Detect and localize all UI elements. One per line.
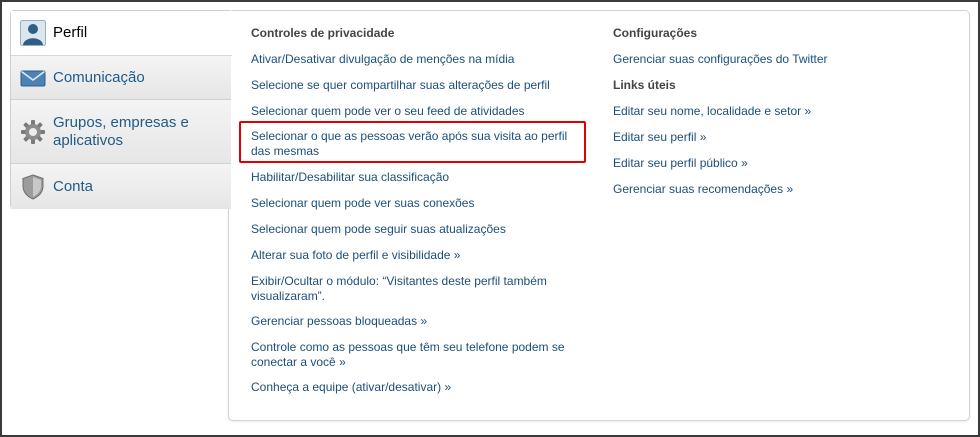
- useful-links-heading: Links úteis: [613, 78, 676, 92]
- privacy-link[interactable]: Conheça a equipe (ativar/desativar) »: [251, 380, 452, 394]
- tab-comunicacao[interactable]: [11, 56, 231, 100]
- privacy-link-highlighted[interactable]: Selecionar o que as pessoas verão após sua visita ao perfil das mesmas: [251, 129, 568, 158]
- useful-link[interactable]: Editar seu perfil público »: [613, 156, 748, 170]
- tab-label: Comunicação: [53, 68, 145, 86]
- privacy-link[interactable]: Habilitar/Desabilitar sua classificação: [251, 170, 450, 184]
- arrow-icon: »: [804, 104, 812, 118]
- privacy-controls-heading: Controles de privacidade: [251, 26, 395, 40]
- privacy-link[interactable]: Exibir/Ocultar o módulo: “Visitantes deste perfil também visualizaram”.: [251, 274, 547, 303]
- envelope-icon: [20, 65, 46, 91]
- arrow-icon: »: [453, 248, 461, 262]
- privacy-link[interactable]: Alterar sua foto de perfil e visibilidade »: [251, 248, 461, 262]
- arrow-icon: »: [339, 355, 346, 369]
- arrow-icon: »: [786, 182, 794, 196]
- user-profile-icon: [20, 20, 46, 46]
- highlight-box: [239, 121, 586, 163]
- settings-sidebar: [10, 10, 230, 209]
- privacy-link[interactable]: Selecionar quem pode ver suas conexões: [251, 196, 475, 210]
- privacy-link[interactable]: Selecionar quem pode ver o seu feed de atividades: [251, 104, 525, 118]
- privacy-link[interactable]: Ativar/Desativar divulgação de menções na mídia: [251, 52, 515, 66]
- privacy-link[interactable]: Gerenciar pessoas bloqueadas »: [251, 314, 428, 328]
- useful-link[interactable]: Editar seu perfil »: [613, 130, 707, 144]
- privacy-link[interactable]: Selecionar quem pode seguir suas atualizações: [251, 222, 506, 236]
- tab-label: Conta: [53, 177, 94, 195]
- tab-label: Perfil: [53, 24, 88, 41]
- useful-link[interactable]: Editar seu nome, localidade e setor »: [613, 104, 812, 118]
- gear-icon: [20, 119, 46, 145]
- arrow-icon: »: [741, 156, 748, 170]
- shield-icon: [20, 174, 46, 200]
- tab-perfil[interactable]: [11, 11, 232, 56]
- tab-label: Grupos, empresas e aplicativos: [53, 113, 189, 149]
- privacy-link[interactable]: Selecione se quer compartilhar suas alterações de perfil: [251, 78, 550, 92]
- settings-link-twitter[interactable]: Gerenciar suas configurações do Twitter: [613, 52, 828, 66]
- privacy-link[interactable]: Controle como as pessoas que têm seu telefone podem se conectar a você »: [251, 340, 565, 369]
- arrow-icon: »: [699, 130, 707, 144]
- useful-link[interactable]: Gerenciar suas recomendações »: [613, 182, 794, 196]
- arrow-icon: »: [420, 314, 428, 328]
- tab-conta[interactable]: [11, 164, 231, 209]
- arrow-icon: »: [444, 380, 452, 394]
- settings-heading: Configurações: [613, 26, 698, 40]
- tab-grupos-empresas-aplicativos[interactable]: [11, 100, 231, 164]
